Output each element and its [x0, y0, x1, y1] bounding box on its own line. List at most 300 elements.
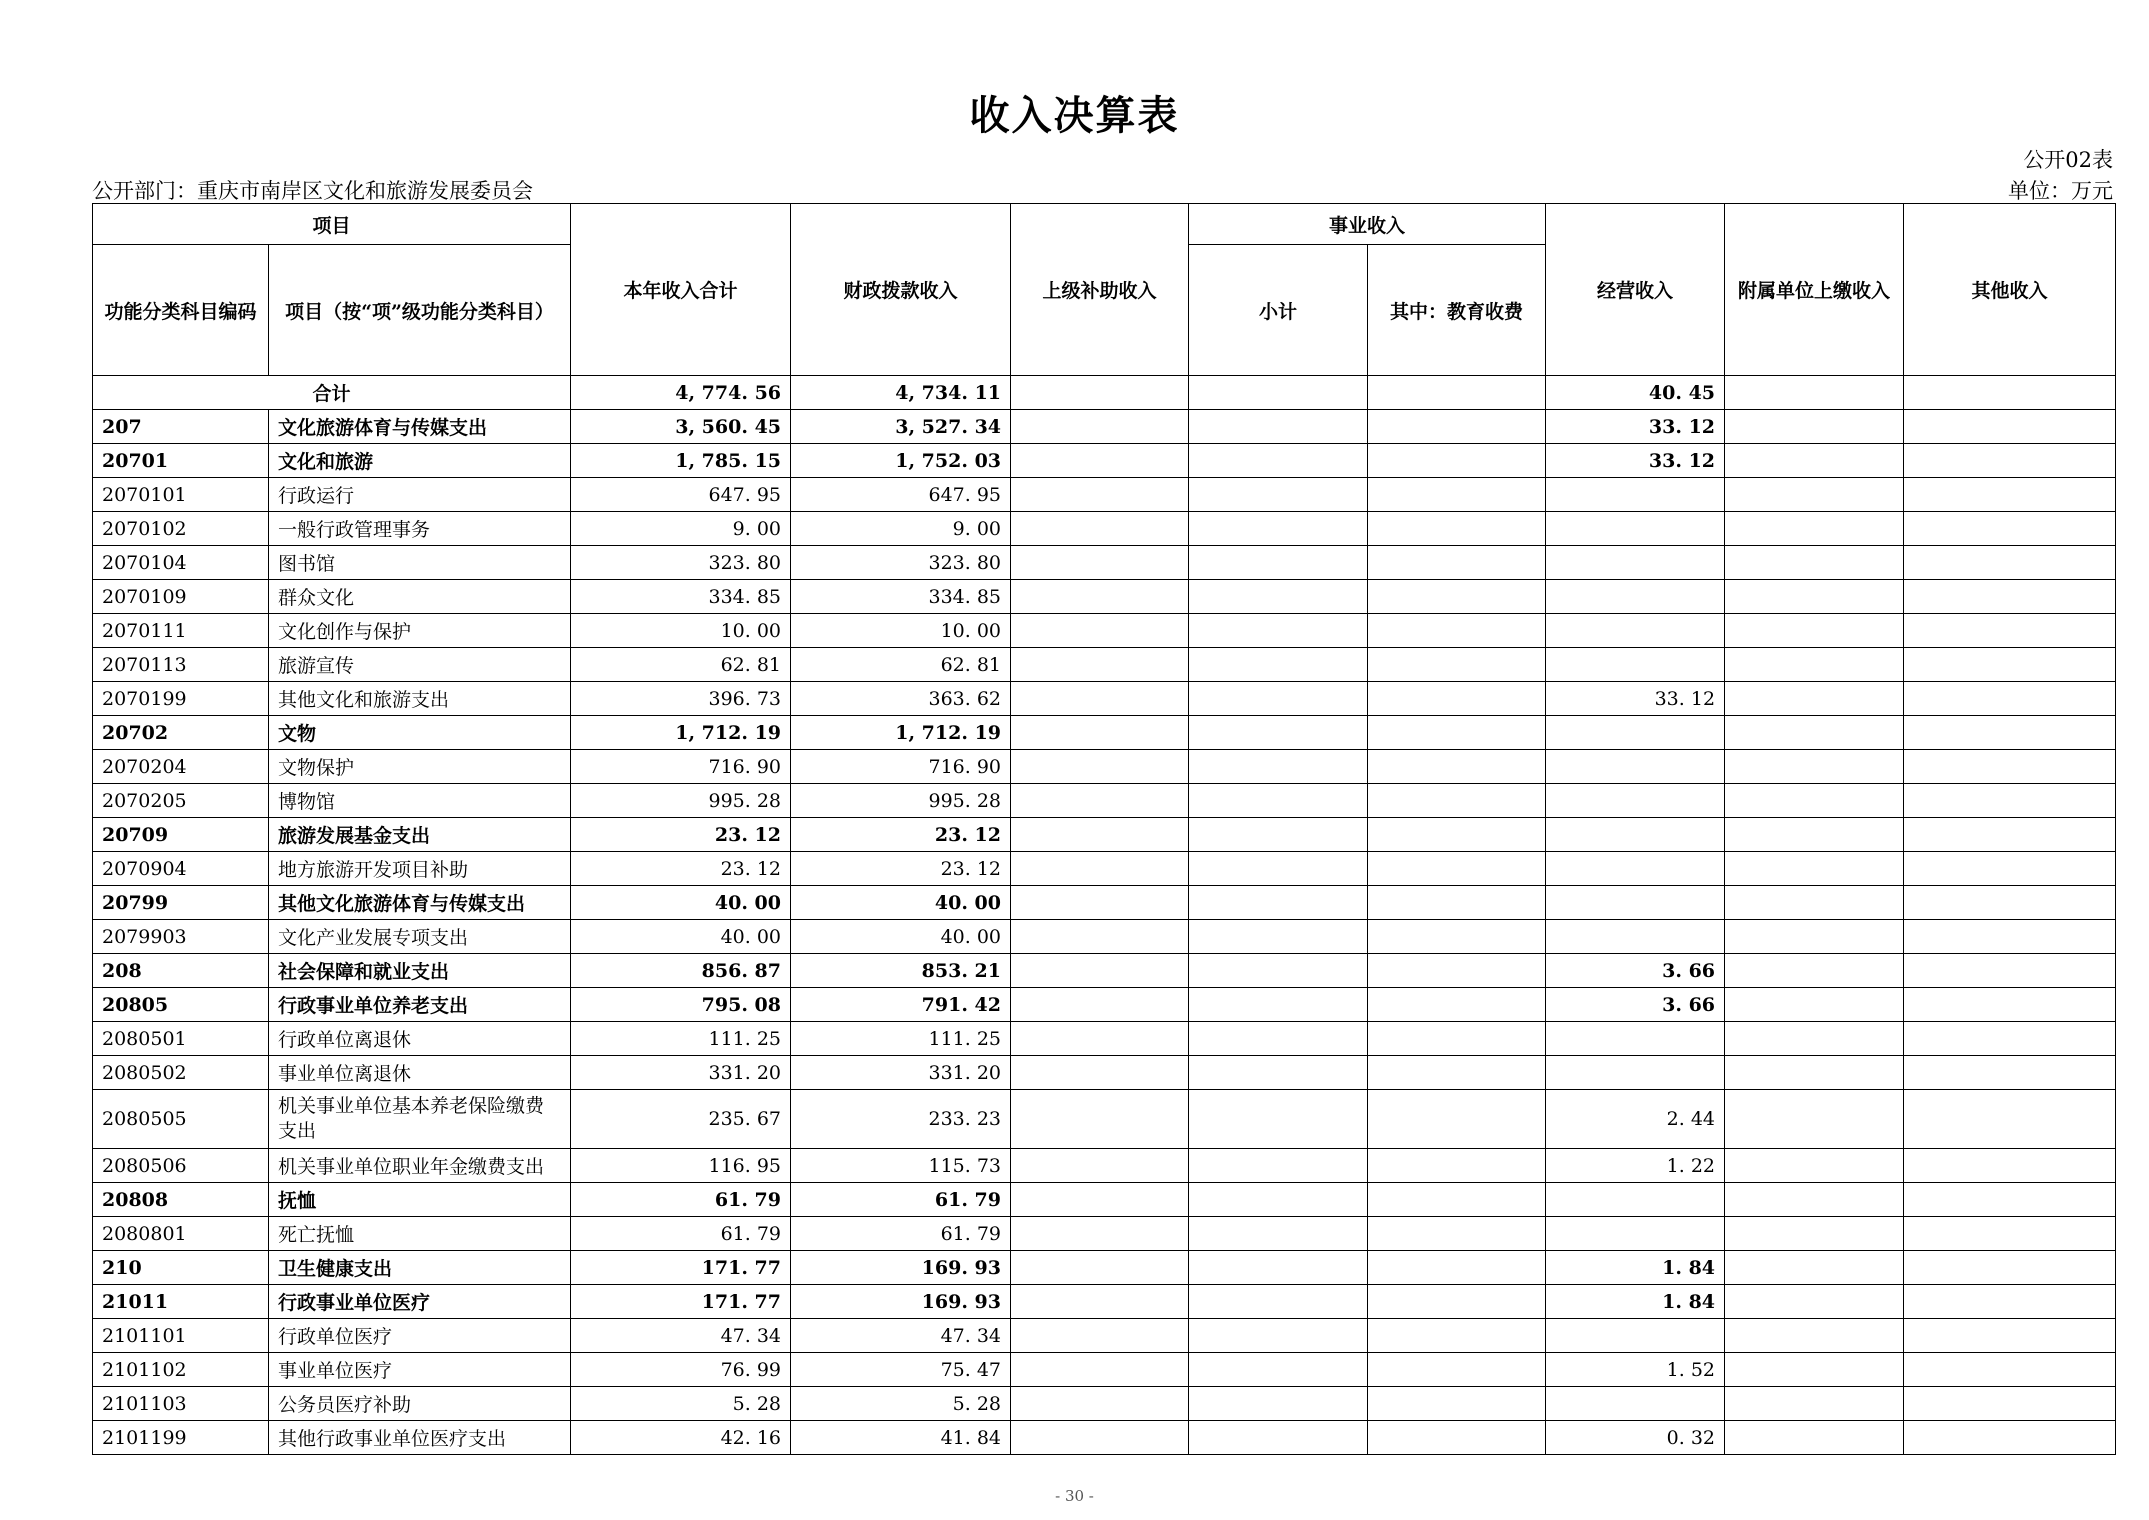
- cell-fiscal: 1, 752. 03: [791, 444, 1011, 478]
- cell-affiliated: [1725, 750, 1904, 784]
- table-row: [93, 1217, 2116, 1251]
- cell-subtotal: [1189, 750, 1368, 784]
- cell-affiliated: [1725, 1387, 1904, 1421]
- cell-subtotal: [1189, 478, 1368, 512]
- cell-fiscal: 75. 47: [791, 1353, 1011, 1387]
- cell-code: 20709: [93, 818, 269, 852]
- cell-code: 2070109: [93, 580, 269, 614]
- cell-name: 图书馆: [269, 546, 571, 580]
- cell-other: [1904, 716, 2116, 750]
- unit-label: 单位：万元: [2008, 179, 2113, 203]
- cell-fiscal: 1, 712. 19: [791, 716, 1011, 750]
- cell-operating: [1546, 750, 1725, 784]
- cell-name: 文化旅游体育与传媒支出: [269, 410, 571, 444]
- cell-education: [1368, 1319, 1546, 1353]
- cell-code: 208: [93, 954, 269, 988]
- cell-name: 行政单位医疗: [269, 1319, 571, 1353]
- cell-total: 396. 73: [571, 682, 791, 716]
- cell-fiscal: 169. 93: [791, 1285, 1011, 1319]
- cell-affiliated: [1725, 988, 1904, 1022]
- cell-name: 文化和旅游: [269, 444, 571, 478]
- cell-total: 76. 99: [571, 1353, 791, 1387]
- cell-name: 死亡抚恤: [269, 1217, 571, 1251]
- cell-fiscal: 716. 90: [791, 750, 1011, 784]
- total-superior: [1011, 376, 1189, 410]
- cell-affiliated: [1725, 614, 1904, 648]
- cell-subtotal: [1189, 716, 1368, 750]
- table-row: [93, 1022, 2116, 1056]
- cell-code: 2070104: [93, 546, 269, 580]
- cell-subtotal: [1189, 920, 1368, 954]
- cell-subtotal: [1189, 818, 1368, 852]
- cell-subtotal: [1189, 988, 1368, 1022]
- cell-education: [1368, 1353, 1546, 1387]
- cell-education: [1368, 1387, 1546, 1421]
- cell-code: 2080506: [93, 1149, 269, 1183]
- cell-name: 事业单位医疗: [269, 1353, 571, 1387]
- table-row: [93, 954, 2116, 988]
- cell-total: 23. 12: [571, 852, 791, 886]
- cell-name: 文物保护: [269, 750, 571, 784]
- cell-education: [1368, 852, 1546, 886]
- cell-superior: [1011, 512, 1189, 546]
- cell-other: [1904, 546, 2116, 580]
- cell-education: [1368, 1090, 1546, 1149]
- cell-code: 2101102: [93, 1353, 269, 1387]
- header-project: 项目: [93, 204, 571, 245]
- table-row: [93, 818, 2116, 852]
- cell-total: 795. 08: [571, 988, 791, 1022]
- cell-operating: 33. 12: [1546, 410, 1725, 444]
- cell-other: [1904, 784, 2116, 818]
- cell-name: 旅游发展基金支出: [269, 818, 571, 852]
- cell-other: [1904, 852, 2116, 886]
- header-business: 事业收入: [1189, 204, 1546, 245]
- cell-superior: [1011, 614, 1189, 648]
- department-label: 公开部门：重庆市南岸区文化和旅游发展委员会: [92, 179, 533, 203]
- cell-code: 2070113: [93, 648, 269, 682]
- header-func-code: 功能分类科目编码: [93, 245, 269, 376]
- cell-other: [1904, 1056, 2116, 1090]
- cell-operating: [1546, 818, 1725, 852]
- table-row: [93, 580, 2116, 614]
- cell-subtotal: [1189, 1183, 1368, 1217]
- cell-total: 23. 12: [571, 818, 791, 852]
- cell-fiscal: 363. 62: [791, 682, 1011, 716]
- cell-name: 行政事业单位养老支出: [269, 988, 571, 1022]
- cell-operating: [1546, 920, 1725, 954]
- cell-superior: [1011, 444, 1189, 478]
- cell-superior: [1011, 920, 1189, 954]
- cell-education: [1368, 954, 1546, 988]
- cell-subtotal: [1189, 1251, 1368, 1285]
- cell-superior: [1011, 648, 1189, 682]
- cell-code: 2080505: [93, 1090, 269, 1149]
- table-row: [93, 716, 2116, 750]
- cell-affiliated: [1725, 410, 1904, 444]
- cell-affiliated: [1725, 1421, 1904, 1455]
- cell-education: [1368, 614, 1546, 648]
- header-other: 其他收入: [1904, 204, 2116, 376]
- cell-subtotal: [1189, 784, 1368, 818]
- cell-other: [1904, 954, 2116, 988]
- cell-superior: [1011, 886, 1189, 920]
- cell-total: 5. 28: [571, 1387, 791, 1421]
- cell-fiscal: 40. 00: [791, 920, 1011, 954]
- cell-subtotal: [1189, 682, 1368, 716]
- cell-fiscal: 334. 85: [791, 580, 1011, 614]
- cell-superior: [1011, 580, 1189, 614]
- cell-other: [1904, 410, 2116, 444]
- cell-total: 1, 785. 15: [571, 444, 791, 478]
- cell-affiliated: [1725, 1183, 1904, 1217]
- cell-other: [1904, 444, 2116, 478]
- cell-total: 3, 560. 45: [571, 410, 791, 444]
- cell-superior: [1011, 954, 1189, 988]
- cell-name: 其他文化和旅游支出: [269, 682, 571, 716]
- cell-operating: 1. 84: [1546, 1285, 1725, 1319]
- cell-other: [1904, 1285, 2116, 1319]
- cell-affiliated: [1725, 1319, 1904, 1353]
- cell-fiscal: 647. 95: [791, 478, 1011, 512]
- cell-affiliated: [1725, 1056, 1904, 1090]
- total-other: [1904, 376, 2116, 410]
- cell-other: [1904, 1183, 2116, 1217]
- cell-affiliated: [1725, 784, 1904, 818]
- cell-other: [1904, 1251, 2116, 1285]
- cell-superior: [1011, 784, 1189, 818]
- cell-other: [1904, 682, 2116, 716]
- table-row: [93, 784, 2116, 818]
- cell-operating: 1. 22: [1546, 1149, 1725, 1183]
- cell-other: [1904, 818, 2116, 852]
- cell-name: 博物馆: [269, 784, 571, 818]
- cell-name: 卫生健康支出: [269, 1251, 571, 1285]
- cell-name: 一般行政管理事务: [269, 512, 571, 546]
- cell-operating: [1546, 852, 1725, 886]
- cell-subtotal: [1189, 1387, 1368, 1421]
- cell-operating: [1546, 716, 1725, 750]
- cell-subtotal: [1189, 410, 1368, 444]
- cell-subtotal: [1189, 546, 1368, 580]
- cell-name: 机关事业单位职业年金缴费支出: [269, 1149, 571, 1183]
- cell-code: 2070199: [93, 682, 269, 716]
- cell-affiliated: [1725, 818, 1904, 852]
- cell-fiscal: 41. 84: [791, 1421, 1011, 1455]
- cell-operating: [1546, 546, 1725, 580]
- cell-fiscal: 23. 12: [791, 852, 1011, 886]
- header-affiliated: 附属单位上缴收入: [1725, 204, 1904, 376]
- cell-operating: [1546, 1387, 1725, 1421]
- cell-other: [1904, 478, 2116, 512]
- header-subtotal: 小计: [1189, 245, 1368, 376]
- cell-subtotal: [1189, 1090, 1368, 1149]
- income-table: [92, 203, 2116, 1455]
- cell-total: 334. 85: [571, 580, 791, 614]
- cell-affiliated: [1725, 852, 1904, 886]
- cell-affiliated: [1725, 1149, 1904, 1183]
- cell-education: [1368, 444, 1546, 478]
- cell-other: [1904, 1421, 2116, 1455]
- cell-name: 事业单位离退休: [269, 1056, 571, 1090]
- cell-subtotal: [1189, 1056, 1368, 1090]
- cell-superior: [1011, 1387, 1189, 1421]
- cell-other: [1904, 614, 2116, 648]
- cell-subtotal: [1189, 1149, 1368, 1183]
- cell-superior: [1011, 1421, 1189, 1455]
- cell-total: 62. 81: [571, 648, 791, 682]
- total-operating: 40. 45: [1546, 376, 1725, 410]
- cell-operating: [1546, 1056, 1725, 1090]
- cell-superior: [1011, 1353, 1189, 1387]
- cell-operating: 1. 52: [1546, 1353, 1725, 1387]
- cell-affiliated: [1725, 580, 1904, 614]
- cell-code: 20702: [93, 716, 269, 750]
- cell-affiliated: [1725, 546, 1904, 580]
- cell-superior: [1011, 1251, 1189, 1285]
- cell-subtotal: [1189, 444, 1368, 478]
- cell-superior: [1011, 1056, 1189, 1090]
- cell-superior: [1011, 1149, 1189, 1183]
- cell-name: 文化创作与保护: [269, 614, 571, 648]
- cell-fiscal: 233. 23: [791, 1090, 1011, 1149]
- cell-name: 旅游宣传: [269, 648, 571, 682]
- table-row: [93, 410, 2116, 444]
- cell-name: 其他行政事业单位医疗支出: [269, 1421, 571, 1455]
- total-subtotal: [1189, 376, 1368, 410]
- cell-education: [1368, 512, 1546, 546]
- cell-name: 抚恤: [269, 1183, 571, 1217]
- cell-affiliated: [1725, 1090, 1904, 1149]
- cell-superior: [1011, 1319, 1189, 1353]
- table-row: [93, 1056, 2116, 1090]
- total-row: [93, 376, 2116, 410]
- cell-education: [1368, 410, 1546, 444]
- cell-total: 61. 79: [571, 1183, 791, 1217]
- table-row: [93, 886, 2116, 920]
- cell-affiliated: [1725, 1353, 1904, 1387]
- cell-fiscal: 5. 28: [791, 1387, 1011, 1421]
- cell-affiliated: [1725, 648, 1904, 682]
- cell-code: 210: [93, 1251, 269, 1285]
- cell-education: [1368, 784, 1546, 818]
- cell-fiscal: 61. 79: [791, 1217, 1011, 1251]
- cell-education: [1368, 580, 1546, 614]
- cell-fiscal: 40. 00: [791, 886, 1011, 920]
- cell-total: 331. 20: [571, 1056, 791, 1090]
- cell-operating: 33. 12: [1546, 444, 1725, 478]
- total-total: 4, 774. 56: [571, 376, 791, 410]
- cell-total: 171. 77: [571, 1285, 791, 1319]
- cell-operating: [1546, 648, 1725, 682]
- cell-total: 61. 79: [571, 1217, 791, 1251]
- table-row: [93, 682, 2116, 716]
- page-number: - 30 -: [1055, 1487, 1094, 1505]
- cell-affiliated: [1725, 954, 1904, 988]
- cell-total: 40. 00: [571, 886, 791, 920]
- cell-other: [1904, 580, 2116, 614]
- cell-total: 323. 80: [571, 546, 791, 580]
- cell-subtotal: [1189, 1285, 1368, 1319]
- cell-other: [1904, 886, 2116, 920]
- cell-operating: [1546, 1319, 1725, 1353]
- cell-fiscal: 62. 81: [791, 648, 1011, 682]
- header-func-name: 项目（按“项”级功能分类科目）: [269, 245, 571, 376]
- cell-education: [1368, 1183, 1546, 1217]
- cell-affiliated: [1725, 478, 1904, 512]
- cell-name: 行政单位离退休: [269, 1022, 571, 1056]
- cell-superior: [1011, 410, 1189, 444]
- cell-fiscal: 995. 28: [791, 784, 1011, 818]
- cell-code: 2080502: [93, 1056, 269, 1090]
- cell-code: 20805: [93, 988, 269, 1022]
- cell-affiliated: [1725, 886, 1904, 920]
- table-row: [93, 478, 2116, 512]
- cell-superior: [1011, 1285, 1189, 1319]
- cell-education: [1368, 1421, 1546, 1455]
- cell-subtotal: [1189, 648, 1368, 682]
- cell-superior: [1011, 818, 1189, 852]
- cell-fiscal: 791. 42: [791, 988, 1011, 1022]
- cell-superior: [1011, 1217, 1189, 1251]
- table-row: [93, 750, 2116, 784]
- cell-affiliated: [1725, 1022, 1904, 1056]
- cell-education: [1368, 1149, 1546, 1183]
- cell-affiliated: [1725, 682, 1904, 716]
- cell-operating: [1546, 478, 1725, 512]
- table-row: [93, 546, 2116, 580]
- table-row: [93, 1149, 2116, 1183]
- cell-operating: [1546, 784, 1725, 818]
- cell-affiliated: [1725, 1217, 1904, 1251]
- cell-education: [1368, 1022, 1546, 1056]
- header-row-1: [93, 204, 2116, 245]
- cell-name: 群众文化: [269, 580, 571, 614]
- cell-total: 42. 16: [571, 1421, 791, 1455]
- cell-superior: [1011, 478, 1189, 512]
- table-row: [93, 852, 2116, 886]
- cell-operating: [1546, 1183, 1725, 1217]
- total-label: 合计: [93, 376, 571, 410]
- table-row: [93, 1090, 2116, 1149]
- header-fiscal: 财政拨款收入: [791, 204, 1011, 376]
- table-row: [93, 920, 2116, 954]
- cell-subtotal: [1189, 886, 1368, 920]
- cell-operating: [1546, 1217, 1725, 1251]
- cell-education: [1368, 1056, 1546, 1090]
- cell-fiscal: 111. 25: [791, 1022, 1011, 1056]
- cell-subtotal: [1189, 1353, 1368, 1387]
- cell-superior: [1011, 750, 1189, 784]
- cell-education: [1368, 920, 1546, 954]
- cell-code: 2070111: [93, 614, 269, 648]
- cell-education: [1368, 886, 1546, 920]
- form-number: 公开02表: [2023, 148, 2113, 172]
- total-education: [1368, 376, 1546, 410]
- cell-operating: 33. 12: [1546, 682, 1725, 716]
- table-row: [93, 1353, 2116, 1387]
- cell-code: 20799: [93, 886, 269, 920]
- cell-superior: [1011, 988, 1189, 1022]
- cell-other: [1904, 648, 2116, 682]
- cell-education: [1368, 682, 1546, 716]
- cell-fiscal: 169. 93: [791, 1251, 1011, 1285]
- cell-total: 111. 25: [571, 1022, 791, 1056]
- cell-affiliated: [1725, 512, 1904, 546]
- cell-code: 2070101: [93, 478, 269, 512]
- cell-operating: [1546, 614, 1725, 648]
- cell-code: 2101101: [93, 1319, 269, 1353]
- cell-operating: 2. 44: [1546, 1090, 1725, 1149]
- cell-affiliated: [1725, 1251, 1904, 1285]
- cell-subtotal: [1189, 852, 1368, 886]
- cell-subtotal: [1189, 1421, 1368, 1455]
- cell-education: [1368, 716, 1546, 750]
- cell-education: [1368, 1217, 1546, 1251]
- cell-total: 235. 67: [571, 1090, 791, 1149]
- cell-name: 地方旅游开发项目补助: [269, 852, 571, 886]
- cell-other: [1904, 920, 2116, 954]
- cell-education: [1368, 750, 1546, 784]
- cell-code: 2101103: [93, 1387, 269, 1421]
- cell-affiliated: [1725, 716, 1904, 750]
- cell-code: 20701: [93, 444, 269, 478]
- cell-code: 20808: [93, 1183, 269, 1217]
- table-row: [93, 1285, 2116, 1319]
- cell-other: [1904, 1353, 2116, 1387]
- cell-total: 995. 28: [571, 784, 791, 818]
- cell-total: 9. 00: [571, 512, 791, 546]
- cell-subtotal: [1189, 1022, 1368, 1056]
- page-title: 收入决算表: [969, 92, 1180, 139]
- table-row: [93, 988, 2116, 1022]
- cell-fiscal: 853. 21: [791, 954, 1011, 988]
- cell-superior: [1011, 682, 1189, 716]
- cell-total: 647. 95: [571, 478, 791, 512]
- header-education: 其中：教育收费: [1368, 245, 1546, 376]
- cell-fiscal: 47. 34: [791, 1319, 1011, 1353]
- total-affiliated: [1725, 376, 1904, 410]
- cell-operating: 3. 66: [1546, 954, 1725, 988]
- cell-subtotal: [1189, 954, 1368, 988]
- cell-fiscal: 10. 00: [791, 614, 1011, 648]
- cell-code: 2070102: [93, 512, 269, 546]
- cell-code: 2080501: [93, 1022, 269, 1056]
- cell-fiscal: 323. 80: [791, 546, 1011, 580]
- cell-other: [1904, 1387, 2116, 1421]
- cell-superior: [1011, 852, 1189, 886]
- header-superior: 上级补助收入: [1011, 204, 1189, 376]
- cell-superior: [1011, 1183, 1189, 1217]
- table-row: [93, 614, 2116, 648]
- table-row: [93, 512, 2116, 546]
- table-row: [93, 1421, 2116, 1455]
- cell-other: [1904, 1022, 2116, 1056]
- table-row: [93, 648, 2116, 682]
- cell-education: [1368, 546, 1546, 580]
- cell-subtotal: [1189, 1319, 1368, 1353]
- cell-education: [1368, 988, 1546, 1022]
- cell-fiscal: 9. 00: [791, 512, 1011, 546]
- cell-education: [1368, 1251, 1546, 1285]
- cell-education: [1368, 1285, 1546, 1319]
- cell-other: [1904, 1319, 2116, 1353]
- cell-name: 文物: [269, 716, 571, 750]
- cell-other: [1904, 1090, 2116, 1149]
- cell-fiscal: 115. 73: [791, 1149, 1011, 1183]
- cell-other: [1904, 750, 2116, 784]
- cell-name: 公务员医疗补助: [269, 1387, 571, 1421]
